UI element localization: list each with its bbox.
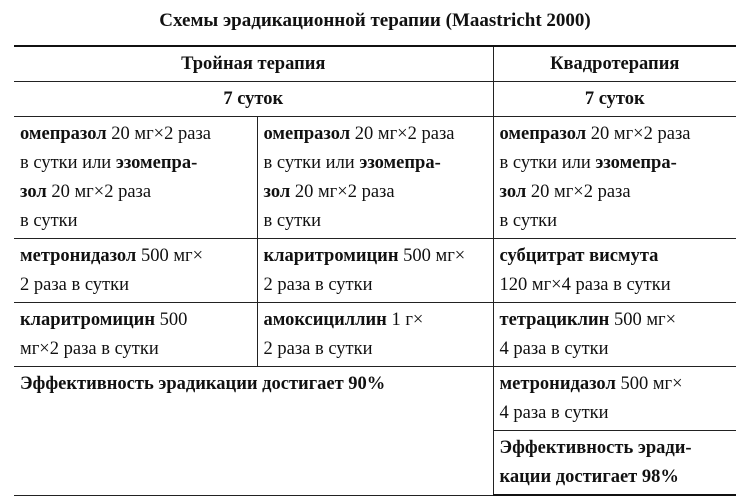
dose: в сутки xyxy=(20,211,78,231)
dose: 20 мг×2 раза xyxy=(290,182,395,202)
drug-name: эзомепра- xyxy=(359,153,441,173)
table-cell xyxy=(257,303,493,367)
efficacy-text: кации достигает 98% xyxy=(499,467,679,487)
dose: 4 раза в сутки xyxy=(499,339,609,359)
triple-duration: 7 суток xyxy=(14,82,493,117)
dose: 120 мг×4 раза в сутки xyxy=(499,275,671,295)
efficacy-text: Эффективность эради- xyxy=(499,438,692,458)
dose: в сутки или xyxy=(499,153,596,173)
dose: 4 раза в сутки xyxy=(499,403,609,423)
table-cell xyxy=(493,367,736,431)
table-cell xyxy=(14,117,257,239)
dose: 500 мг× xyxy=(609,310,677,330)
drug-name: зол xyxy=(20,182,47,202)
table-row xyxy=(14,367,736,431)
dose: мг×2 раза в сутки xyxy=(20,339,159,359)
therapy-table xyxy=(14,45,736,496)
dose: 20 мг×2 раза xyxy=(106,124,211,144)
drug-name: субцитрат висмута xyxy=(499,246,659,266)
drug-name: зол xyxy=(263,182,291,202)
drug-name: метронидазол xyxy=(20,246,137,266)
drug-name: эзомепра- xyxy=(115,153,198,173)
table-cell xyxy=(257,239,493,303)
dose: 20 мг×2 раза xyxy=(46,182,152,202)
table-cell xyxy=(14,303,257,367)
dose: в сутки xyxy=(263,211,322,231)
dose: в сутки или xyxy=(263,153,360,173)
drug-name: кларитромицин xyxy=(263,246,399,266)
triple-therapy-header: Тройная терапия xyxy=(14,46,493,82)
drug-name: омепразол xyxy=(263,124,351,144)
table-title: Схемы эрадикационной терапии (Maastricht 2000) xyxy=(159,10,591,31)
efficacy-text: Эффективность эрадикации достигает 90% xyxy=(20,374,386,394)
dose: 2 раза в сутки xyxy=(263,339,373,359)
drug-name: эзомепра- xyxy=(595,153,677,173)
drug-name: кларитромицин xyxy=(20,310,155,330)
table-cell xyxy=(493,239,736,303)
duration-row xyxy=(14,82,736,117)
dose: в сутки xyxy=(499,211,558,231)
header-row xyxy=(14,46,736,82)
dose: 20 мг×2 раза xyxy=(586,124,691,144)
quad-duration: 7 суток xyxy=(493,82,736,117)
table-cell xyxy=(493,303,736,367)
dose: 20 мг×2 раза xyxy=(350,124,455,144)
drug-name: тетрациклин xyxy=(499,310,610,330)
table-row xyxy=(14,303,736,367)
dose: 1 г× xyxy=(386,310,424,330)
dose: 2 раза в сутки xyxy=(263,275,373,295)
drug-name: метронидазол xyxy=(499,374,616,394)
drug-name: амоксициллин xyxy=(263,310,387,330)
triple-efficacy xyxy=(14,367,493,496)
drug-name: зол xyxy=(499,182,527,202)
dose: 500 мг× xyxy=(398,246,466,266)
drug-name: омепразол xyxy=(499,124,587,144)
drug-name: омепразол xyxy=(20,124,107,144)
quad-therapy-header: Квадротерапия xyxy=(493,46,736,82)
dose: 500 мг× xyxy=(615,374,683,394)
table-cell xyxy=(257,117,493,239)
dose: 500 xyxy=(154,310,188,330)
table-cell xyxy=(14,239,257,303)
dose: 2 раза в сутки xyxy=(20,275,130,295)
table-row xyxy=(14,117,736,239)
table-cell xyxy=(493,117,736,239)
dose: 500 мг× xyxy=(136,246,204,266)
quad-efficacy xyxy=(493,431,736,496)
dose: 20 мг×2 раза xyxy=(526,182,631,202)
table-row xyxy=(14,239,736,303)
dose: в сутки или xyxy=(20,153,116,173)
